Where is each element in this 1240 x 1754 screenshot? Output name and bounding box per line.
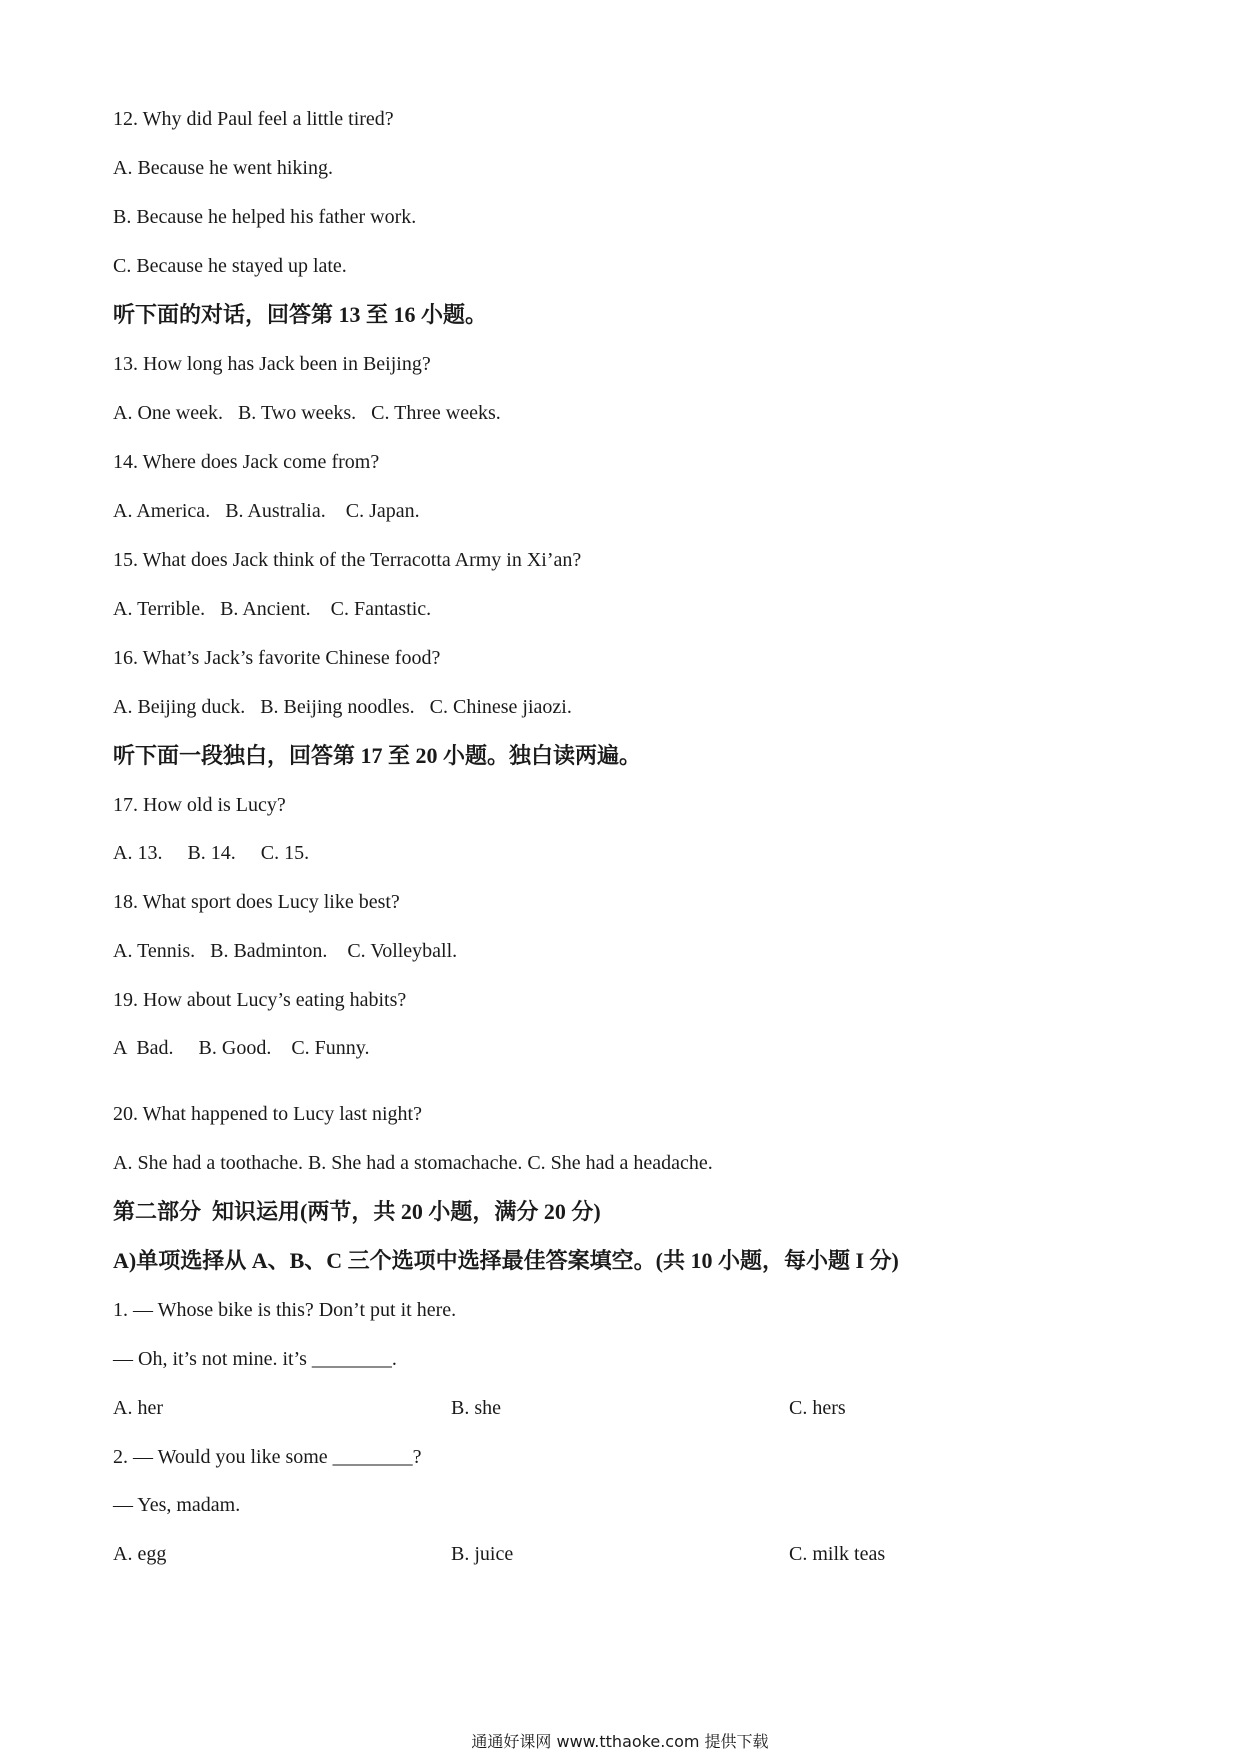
options-17: A. 13. B. 14. C. 15.	[113, 842, 310, 864]
grammar-question-1-reply: — Oh, it’s not mine. it’s ________.	[113, 1348, 397, 1370]
section-heading-13-16: 听下面的对话，回答第 13 至 16 小题。	[113, 302, 488, 327]
options-19: A Bad. B. Good. C. Funny.	[113, 1037, 370, 1059]
page-footer: 通通好课网 www.tthaoke.com 提供下载	[471, 1732, 769, 1751]
options-14: A. America. B. Australia. C. Japan.	[113, 500, 420, 522]
question-17: 17. How old is Lucy?	[113, 794, 286, 816]
option-1a: A. her	[113, 1397, 163, 1419]
option-12b: B. Because he helped his father work.	[113, 206, 417, 228]
option-1c: C. hers	[789, 1397, 846, 1419]
options-20: A. She had a toothache. B. She had a stomachache. C. She had a headache.	[113, 1152, 713, 1174]
part-two-heading: 第二部分 知识运用(两节，共 20 小题，满分 20 分)	[113, 1199, 601, 1224]
single-choice-instructions: A)单项选择从 A、B、C 三个选项中选择最佳答案填空。(共 10 小题，每小题 I 分)	[113, 1248, 899, 1273]
options-16: A. Beijing duck. B. Beijing noodles. C. Chinese jiaozi.	[113, 696, 572, 718]
option-2c: C. milk teas	[789, 1543, 886, 1565]
grammar-question-1-options	[113, 1395, 1013, 1421]
grammar-question-1: 1. — Whose bike is this? Don’t put it here.	[113, 1299, 457, 1321]
question-15: 15. What does Jack think of the Terracotta Army in Xi’an?	[113, 549, 582, 571]
options-13: A. One week. B. Two weeks. C. Three weeks.	[113, 402, 501, 424]
grammar-question-2-reply: — Yes, madam.	[113, 1494, 241, 1516]
question-20: 20. What happened to Lucy last night?	[113, 1103, 422, 1125]
option-12a: A. Because he went hiking.	[113, 157, 333, 179]
question-12: 12. Why did Paul feel a little tired?	[113, 108, 394, 130]
question-18: 18. What sport does Lucy like best?	[113, 891, 400, 913]
grammar-question-2-options	[113, 1541, 1013, 1567]
question-13: 13. How long has Jack been in Beijing?	[113, 353, 431, 375]
question-14: 14. Where does Jack come from?	[113, 451, 380, 473]
option-1b: B. she	[451, 1397, 501, 1419]
options-15: A. Terrible. B. Ancient. C. Fantastic.	[113, 598, 432, 620]
option-2a: A. egg	[113, 1543, 167, 1565]
options-18: A. Tennis. B. Badminton. C. Volleyball.	[113, 940, 458, 962]
option-12c: C. Because he stayed up late.	[113, 255, 347, 277]
question-19: 19. How about Lucy’s eating habits?	[113, 989, 407, 1011]
option-2b: B. juice	[451, 1543, 514, 1565]
section-heading-17-20: 听下面一段独白，回答第 17 至 20 小题。独白读两遍。	[113, 743, 642, 768]
grammar-question-2: 2. — Would you like some ________?	[113, 1446, 422, 1468]
question-16: 16. What’s Jack’s favorite Chinese food?	[113, 647, 441, 669]
